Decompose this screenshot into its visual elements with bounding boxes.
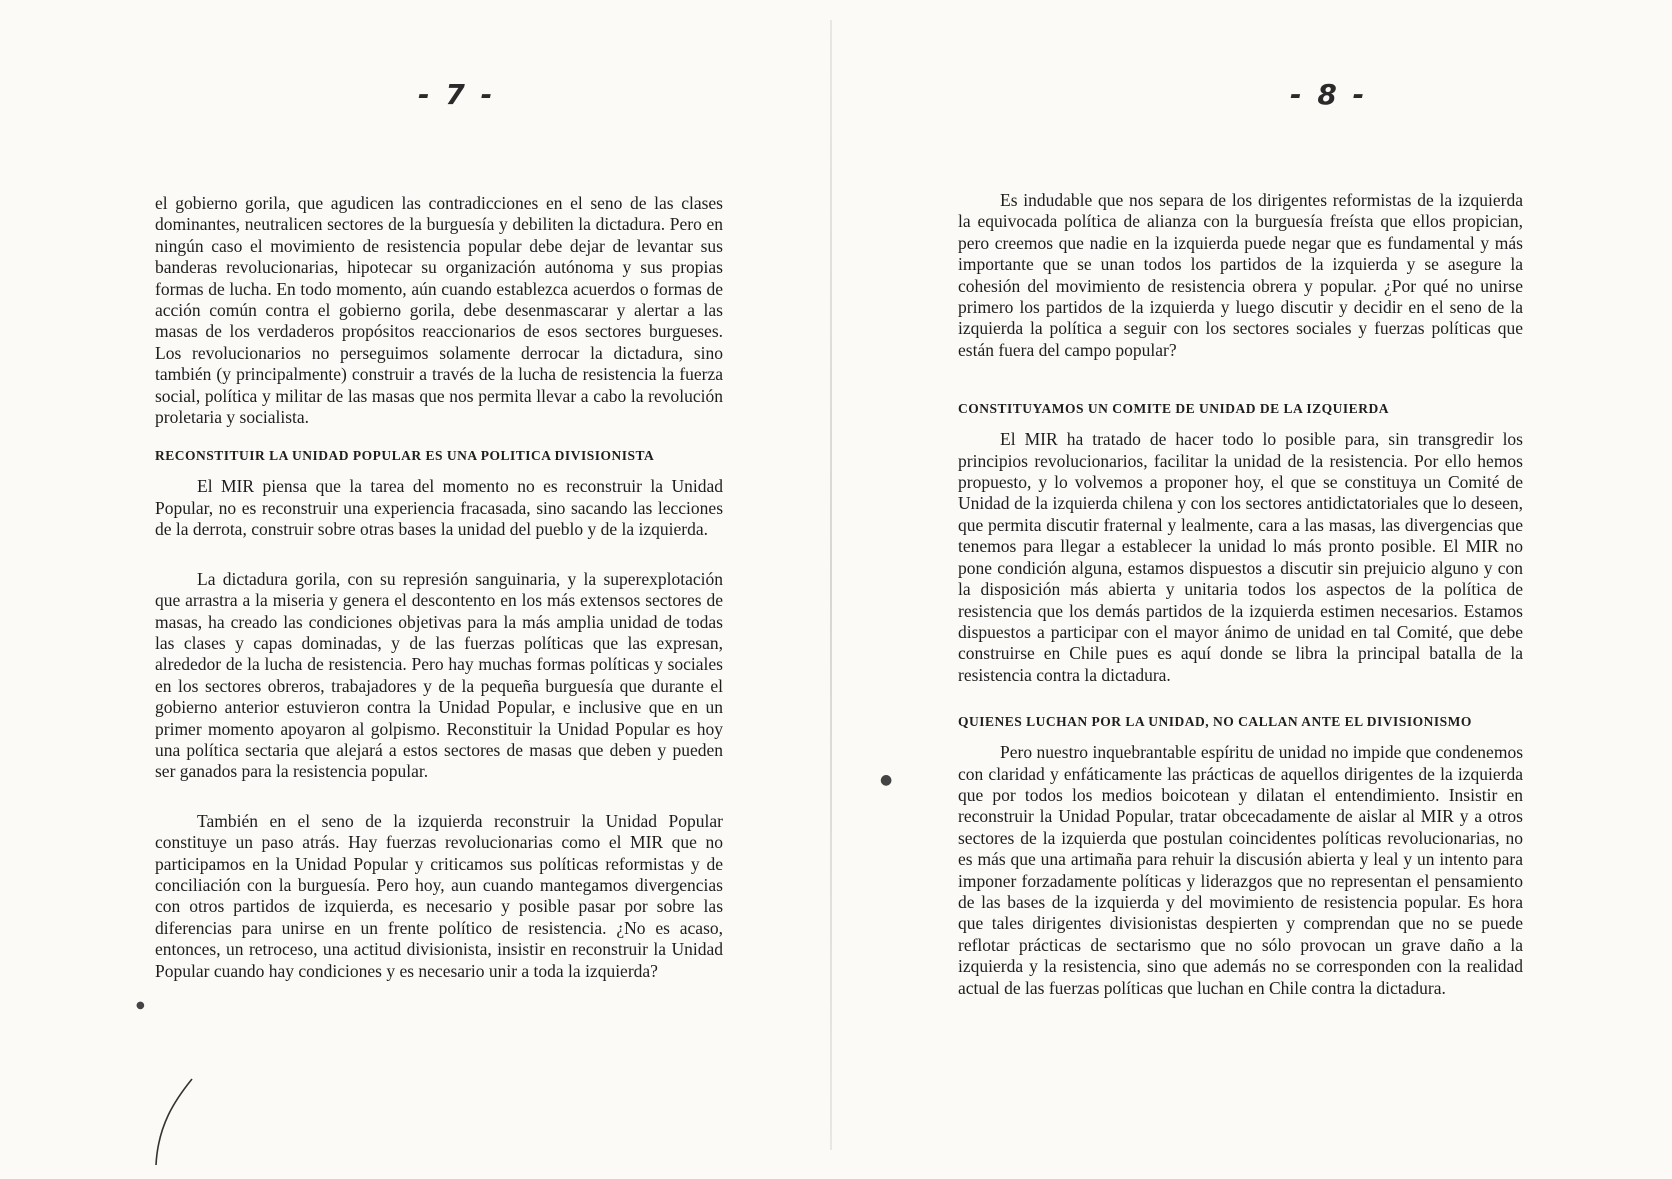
ink-dot-mark: ● (880, 772, 893, 788)
right-paragraph-2: El MIR ha tratado de hacer todo lo posible para, sin transgredir los principios revolucionarios, facilitar la unidad de la resistencia. Por ello hemos propuesto, y lo volvemos a proponer hoy, el que se constituya un Comité de Unidad de la izquierda chilena y con los sectores antidictatoriales que lo deseen, que permita discutir fraternal y lealmente, cara a las masas, las divergencias que tenemos para llegar a establecer la unidad lo más pronto posible. El MIR no pone condición alguna, estamos dispuestos a discutir sin prejuicio alguno y con la disposición más abierta y unitaria todos los aspectos de la política de resistencia que los demás partidos de la izquierda estimen necesarios. Estamos dispuestos a participar con el mayor ánimo de unidad en tal Comité, que debe construirse en Chile pues es aquí donde se libra la principal batalla de la resistencia contra la dictadura. (958, 429, 1523, 685)
left-paragraph-1: el gobierno gorila, que agudicen las contradicciones en el seno de las clases dominantes, neutralicen sectores de la burguesía y debiliten la dictadura. Pero en ningún caso el movimiento de resistencia popular debe dejar de levantar sus banderas revolucionarias, hipotecar su organización autónoma y sus propias formas de lucha. En todo momento, aún cuando establezca acuerdos o formas de acción común contra el gobierno gorila, debe desenmascarar y alertar a las masas de los verdaderos propósitos reaccionarios de esos sectores burgueses. Los revolucionarios no perseguimos solamente derrocar la dictadura, sino también (y principalmente) construir a través de la lucha de resistencia la fuerza social, política y militar de las masas que nos permita llevar a cabo la revolución proletaria y socialista. (155, 193, 723, 428)
left-page-column (155, 193, 723, 982)
page-number-left: - 7 - (418, 78, 496, 111)
page-number-right: - 8 - (1290, 78, 1368, 111)
right-paragraph-3: Pero nuestro inquebrantable espíritu de unidad no impide que condenemos con claridad y enfáticamente las prácticas de aquellos dirigentes de la izquierda que por todos los medios boicotean y dilatan el entendimiento. Insistir en reconstruir la Unidad Popular, tratar obcecadamente de aislar al MIR y a otros sectores de la izquierda que postulan coincidentes políticas revolucionarias, no es más que una artimaña para rehuir la discusión abierta y leal y un intento para imponer forzadamente políticas y liderazgos que no representan el pensamiento de las bases de la izquierda y del movimiento de resistencia popular. Es hora que tales dirigentes divisionistas despierten y comprendan que no se puede reflotar prácticas de sectarismo que no sólo provocan un grave daño a la izquierda y la resistencia, sino que además no se corresponden con la realidad actual de las fuerzas políticas que luchan en Chile contra la dictadura. (958, 742, 1523, 998)
left-paragraph-4: También en el seno de la izquierda reconstruir la Unidad Popular constituye un paso atrás. Hay fuerzas revolucionarias como el MIR que no participamos en la Unidad Popular y criticamos sus políticas reformistas y de conciliación con la burguesía. Pero hoy, aun cuando mantegamos divergencias con otros partidos de izquierda, es necesario y posible pasar por sobre las diferencias para unirse en un frente político de resistencia. ¿No es acaso, entonces, un retroceso, una actitud divisionista, insistir en reconstruir la Unidad Popular cuando hay condiciones y es necesario unir a toda la izquierda? (155, 810, 723, 981)
left-paragraph-3: La dictadura gorila, con su represión sanguinaria, y la superexplotación que arrastra a la miseria y genera el descontento en los más extensos sectores de masas, ha creado las condiciones objetivas para la más amplia unidad de todas las clases y capas dominadas, y de las fuerzas políticas que las expresan, alrededor de la lucha de resistencia. Pero hay muchas formas políticas y sociales en los sectores obreros, trabajadores y de la pequeña burguesía que durante el gobierno anterior estuvieron contra la Unidad Popular, e inclusive que en un primer momento apoyaron al golpismo. Reconstituir la Unidad Popular es hoy una política sectaria que alejará a estos sectores de masas que deben y pueden ser ganados para la resistencia popular. (155, 568, 723, 782)
right-section-heading-1: CONSTITUYAMOS UN COMITE DE UNIDAD DE LA IZQUIERDA (958, 401, 1389, 417)
left-section-heading: RECONSTITUIR LA UNIDAD POPULAR ES UNA POLITICA DIVISIONISTA (155, 448, 655, 464)
right-section-heading-2: QUIENES LUCHAN POR LA UNIDAD, NO CALLAN ANTE EL DIVISIONISMO (958, 714, 1472, 730)
ink-dot-mark-small: ● (136, 1000, 145, 1011)
right-page-column (958, 190, 1523, 999)
center-fold (830, 20, 832, 1150)
pen-stroke-mark (150, 1075, 200, 1175)
right-paragraph-1: Es indudable que nos separa de los dirigentes reformistas de la izquierda la equivocada política de alianza con la burguesía freísta que ellos propician, pero creemos que nadie en la izquierda puede negar que es fundamental y más importante que se unan todos los partidos de la izquierda y se asegure la cohesión del movimiento de resistencia obrera y popular. ¿Por qué no unirse primero los partidos de la izquierda y luego discutir y decidir en el seno de la izquierda la política a seguir con los sectores sociales y fuerzas políticas que están fuera del campo popular? (958, 190, 1523, 360)
left-paragraph-2: El MIR piensa que la tarea del momento no es reconstruir la Unidad Popular, no es reconstruir una experiencia fracasada, sino sacando las lecciones de la derrota, construir sobre otras bases la unidad del pueblo y de la izquierda. (155, 476, 723, 540)
